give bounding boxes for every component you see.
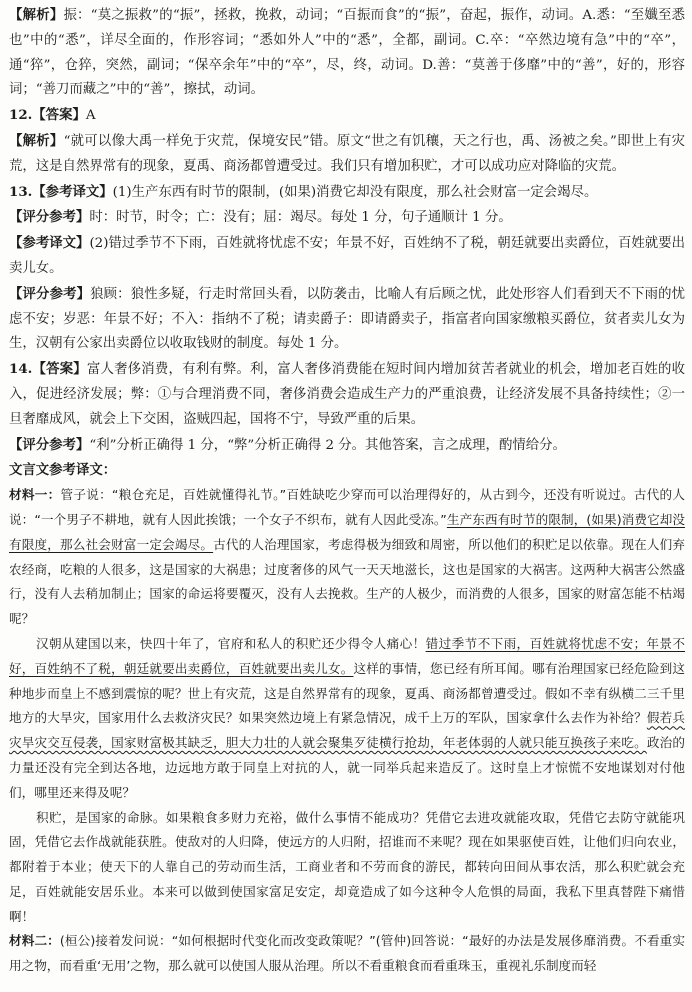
material-two — [9, 929, 685, 979]
scoring-14 — [9, 433, 685, 459]
material-text: 政治的力量还没有完全到达各地，边远地方敢于同皇上对抗的人，就一同举兵起来造反了。这时皇上才惊慌不安地谋划对付他们，哪里还来得及呢？ — [9, 735, 685, 800]
scoring-tag: 【评分参考】 — [9, 285, 91, 302]
scoring-13-2 — [9, 282, 685, 357]
analysis-11 — [9, 3, 685, 103]
translation-13-2 — [9, 231, 685, 282]
material-text: 古代的人治理国家，考虑得极为细致和周密，所以他们的积贮足以依靠。现在人们弃农经商，吃粮的人很多，这是国家的大祸患；过度奢侈的风气一天天地滋长，这也是国家的大祸害。这两种大祸害公然盛行，没有人去稍加制止；国家的命运将要覆灭，没有人去挽救。生产的人极少，而消费的人很多，国家的财富怎能不枯竭呢？ — [9, 536, 685, 627]
translation-13-1 — [9, 180, 685, 206]
material-text: (桓公)接着发问说：“如何根据时代变化而改变政策呢？”(管仲)回答说：“最好的办法是发展侈靡消费。不看重实用之物，而看重‘无用’之物，那么就可以使国人服从治理。所以不看重粮食而看重珠玉，重视礼乐制度而轻 — [9, 933, 685, 974]
scoring-tag: 【评分参考】 — [9, 436, 90, 453]
material-text: 汉朝从建国以来，快四十年了，官府和私人的积贮还少得令人痛心！ — [36, 635, 426, 651]
translation-text: (2)错过季节不下雨，百姓就将忧虑不安；年景不好，百姓纳不了税，朝廷就要出卖爵位，百姓就要出卖儿女。 — [9, 236, 685, 276]
answer-12 — [9, 103, 685, 129]
material-text: 这样的事情，您已经有所耳闻。哪有治理国家已经危险到这种地步而皇上不感到震惊的呢？世上有灾荒，这是自然界常有的现象，夏禹、商汤都曾遭受过。假如不幸有纵横二三千里地方的大旱灾，国家用什么去救济灾民？如果突然边境上有紧急情况，成千上万的军队，国家拿什么去作为补给？ — [9, 660, 686, 726]
analysis-text: 振：“莫之振救”的“振”，拯救，挽救，动词；“百振而食”的“振”，奋起，振作，动词。A.悉：“至孅至悉也”中的“悉”，详尽全面的，作形容词；“悉如外人”中的“悉”，全都，副词。C.卒：“卒然边境有急”中的“卒”，通“猝”，仓猝，突然，副词；“保卒余年”中的“卒”，尽，终，动词。D.善：“莫善于侈靡”中的“善”，好的，形容词；“善刀而藏之”中的“善”，擦拭，动词。 — [9, 8, 685, 98]
material-label: 材料一： — [9, 487, 61, 503]
answer-tag: 【答案】 — [32, 107, 86, 124]
translation-tag: 【参考译文】 — [32, 183, 113, 200]
wavy-underlined-sentence: 假若兵灾旱灾交互侵袭，国家财富极其缺乏，胆大力壮的人就会聚集歹徒横行抢劫，年老体弱的人就只能互换孩子来吃。 — [9, 710, 685, 751]
scoring-text: “利”分析正确得 1 分，“弊”分析正确得 2 分。其他答案，言之成理，酌情给分。 — [89, 437, 566, 453]
section-heading: 文言文参考译文： — [9, 462, 117, 479]
translation-tag: 【参考译文】 — [9, 235, 90, 252]
material-one — [9, 483, 685, 632]
underlined-sentence: 生产东西有时节的限制，(如果)消费它却没有限度，那么社会财富一定会竭尽。 — [9, 511, 686, 552]
analysis-12 — [9, 129, 685, 180]
scoring-tag: 【评分参考】 — [9, 209, 90, 226]
answer-tag: 【答案】 — [32, 361, 87, 378]
answer-14 — [9, 357, 685, 432]
material-label: 材料二： — [9, 933, 60, 949]
translation-text: (1)生产东西有时节的限制，(如果)消费它却没有限度，那么社会财富一定会竭尽。 — [112, 184, 598, 200]
question-number: 14. — [9, 361, 33, 378]
question-number: 12. — [9, 107, 33, 124]
document-page — [9, 3, 685, 979]
analysis-tag: 【解析】 — [9, 132, 64, 149]
scoring-13-1 — [9, 205, 685, 231]
analysis-text: “就可以像大禹一样免于灾荒，保境安民”错。原文“世之有饥穰，天之行也，禹、汤被之矣。”即世上有灾荒，这是自然界常有的现象，夏禹、商汤都曾遭受过。我们只有增加积贮，才可以成功应对降临的灾荒。 — [9, 133, 686, 174]
answer-text: A — [85, 108, 96, 124]
answer-text: 富人奢侈消费，有利有弊。利，富人奢侈消费能在短时间内增加贫苦者就业的机会，增加老百姓的收入，促进经济发展；弊：①与合理消费不同，奢侈消费会造成生产力的严重浪费，让经济发展不具备持续性；②一旦奢靡成风，就会上下交困，盗贼四起，国将不宁，导致严重的后果。 — [9, 362, 686, 427]
question-number: 13. — [9, 183, 33, 200]
analysis-tag: 【解析】 — [9, 7, 64, 23]
material-one-paragraph-2 — [9, 632, 685, 806]
material-one-paragraph-3: 积贮，是国家的命脉。如果粮食多财力充裕，做什么事情不能成功？凭借它去进攻就能攻取，凭借它去防守就能巩固，凭借它去作战就能获胜。使敌对的人归降，使远方的人归附，招谁而不来呢？现在如果驱使百姓，让他们归向农业，都附着于本业；使天下的人靠自己的劳动而生活，工商业者和不劳而食的游民，都转向田间从事农活，那么积贮就会充足，百姓就能安居乐业。本来可以做到使国家富足安定，却竟造成了如今这种令人危惧的局面，我私下里真替陛下痛惜啊！ — [9, 809, 685, 924]
scoring-text: 狼顾：狼性多疑，行走时常回头看，以防袭击，比喻人有后顾之忧，此处形容人们看到天不下雨的忧虑不安；岁恶：年景不好；不入：指纳不了税；请卖爵子：即请爵卖子，指富者向国家缴粮买爵位，贫者卖儿女为生，汉朝有公家出卖爵位以收取钱财的制度。每处 1 分。 — [9, 286, 686, 352]
scoring-text: 时：时节，时令；亡：没有；屈：竭尽。每处 1 分，句子通顺计 1 分。 — [89, 210, 512, 226]
underlined-sentence: 错过季节不下雨，百姓就将忧虑不安；年景不好，百姓纳不了税，朝廷就要出卖爵位，百姓就要出卖儿女。 — [9, 635, 686, 676]
material-text: 管子说：“粮仓充足，百姓就懂得礼节。”百姓缺吃少穿而可以治理得好的，从古到今，还没有听说过。古代的人说：“一个男子不耕地，就有人因此挨饿；一个女子不织布，就有人因此受冻。” — [9, 487, 686, 527]
